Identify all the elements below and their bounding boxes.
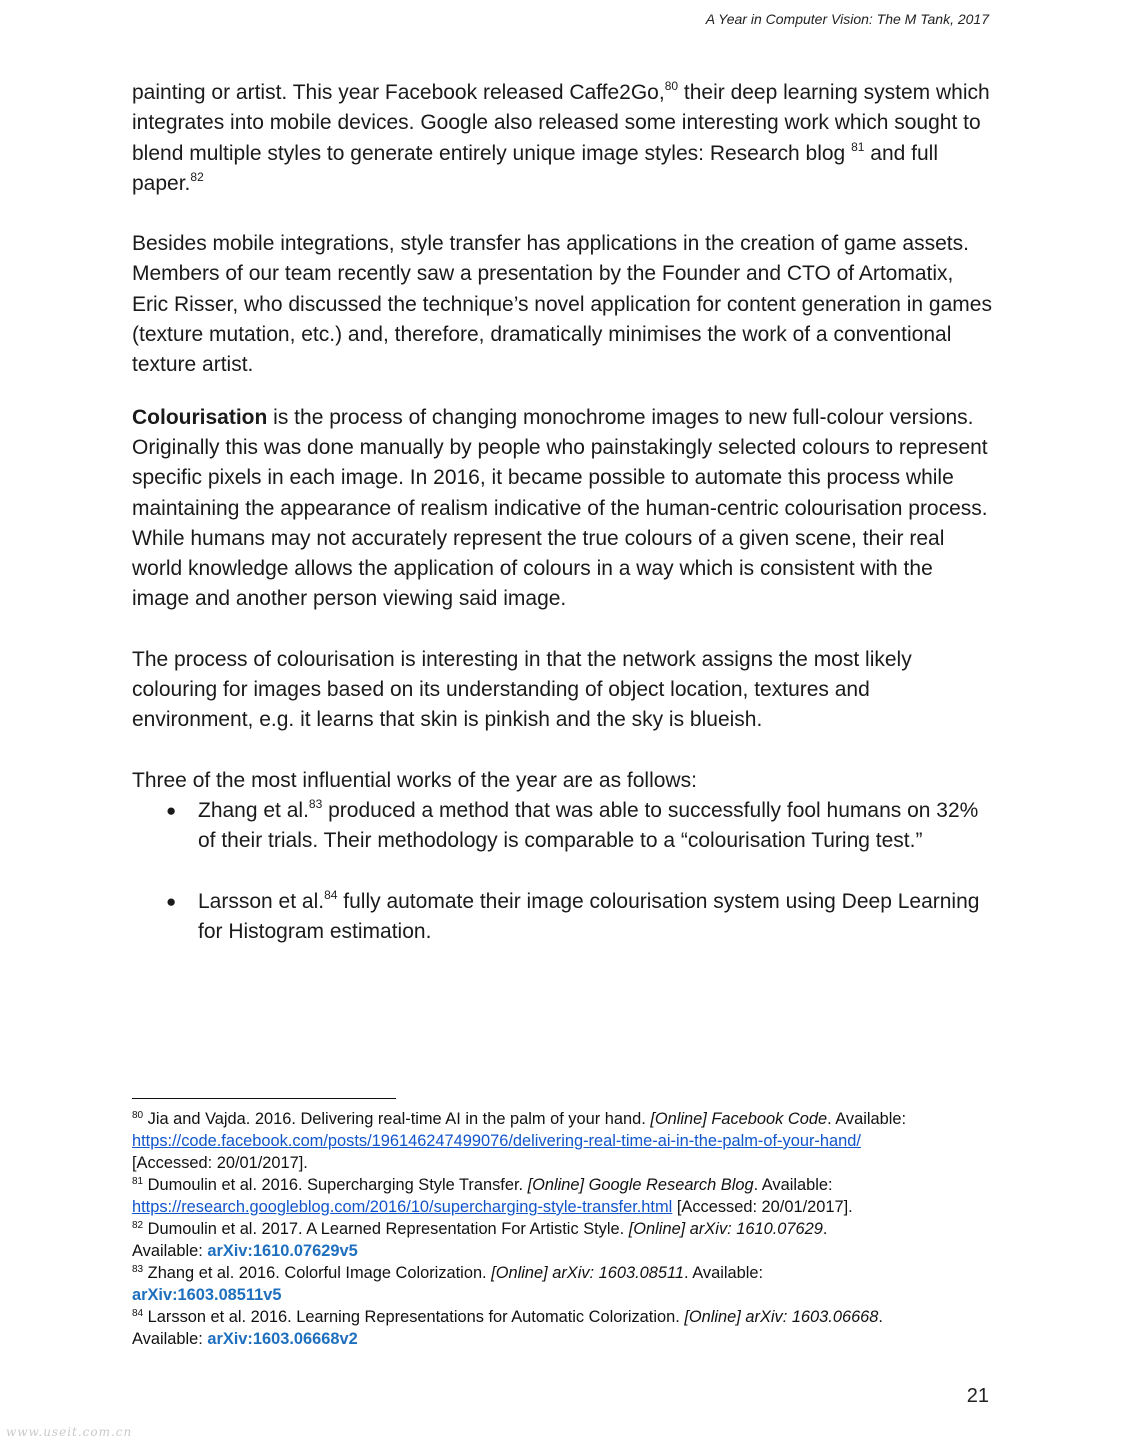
arxiv-link-83[interactable]: arXiv:1603.08511v5 (132, 1286, 282, 1304)
text-run: painting or artist. This year Facebook released Caffe2Go, (132, 81, 665, 104)
source-name: [Online] Facebook Code (650, 1110, 828, 1128)
text-run: Available: (132, 1330, 208, 1348)
text-run: . (878, 1308, 883, 1326)
footnote-ref-80[interactable]: 80 (664, 79, 679, 93)
footnote-82 (132, 1218, 992, 1262)
text-run: Larsson et al. (198, 889, 325, 913)
footnote-ref-84[interactable]: 84 (324, 887, 338, 902)
text-run: produced a method that was able to successfully fool humans on 32% of their trials. Their methodology is comparable to a “colourisation Turing test.” (198, 798, 979, 853)
text-run: . (822, 1220, 828, 1238)
text-run: Zhang et al. (198, 798, 309, 822)
bullet-icon: ● (166, 891, 177, 911)
arxiv-link-84[interactable]: arXiv:1603.06668v2 (207, 1330, 358, 1348)
text-run: fully automate their image colourisation system using Deep Learning for Histogram estimation. (198, 889, 980, 943)
footnote-number: 84 (132, 1308, 144, 1319)
accessed-date: [Accessed: 20/01/2017]. (132, 1154, 308, 1172)
text-run: . Available: (827, 1110, 907, 1128)
watermark: www.useit.com.cn (6, 1425, 133, 1439)
term-colourisation: Colourisation (132, 405, 268, 429)
source-name: [Online] Google Research Blog (527, 1176, 754, 1194)
footnote-number: 80 (132, 1110, 144, 1121)
text-run: is the process of changing monochrome images to new full-colour versions. Originally this was done manually by people who painstakingly selected colours to represent specific pixels in each image. In 2016, it became possible to automate this process while maintaining the appearance of realism indicative of the human-centric colourisation process. While humans may not accurately represent the true colours of a given scene, their real world knowledge allows the application of colours in a way which is consistent with the image and another person viewing said image. (132, 405, 988, 611)
footnote-84 (132, 1306, 992, 1350)
accessed-date: [Accessed: 20/01/2017]. (672, 1198, 853, 1216)
paragraph-style-transfer-apps (132, 78, 992, 199)
paragraph-game-assets: Besides mobile integrations, style transfer has applications in the creation of game assets. Members of our team recently saw a presentation by the Founder and CTO of Artomatix, Eric Risser, who discussed the technique’s novel application for content generation in games (texture mutation, etc.) and, therefore, dramatically minimises the work of a conventional texture artist. (132, 232, 992, 377)
footnote-ref-81[interactable]: 81 (851, 139, 865, 154)
text-run: Available: (132, 1242, 208, 1260)
footnote-link-81[interactable]: https://research.googleblog.com/2016/10/supercharging-style-transfer.html (132, 1198, 673, 1216)
list-item-zhang (132, 796, 992, 857)
text-run: Dumoulin et al. 2017. A Learned Representation For Artistic Style. (143, 1220, 629, 1238)
bullet-icon: ● (166, 800, 177, 820)
influential-works-list (132, 796, 992, 947)
text-run: Jia and Vajda. 2016. Delivering real-time AI in the palm of your hand. (143, 1110, 651, 1128)
running-header: A Year in Computer Vision: The M Tank, 2017 (705, 11, 989, 27)
footnote-number: 83 (132, 1264, 144, 1275)
text-run: their deep learning system which integrates into mobile devices. Google also released some interesting work which sought to blend multiple styles to generate entirely unique image styles: Research blog (132, 81, 990, 165)
footnote-ref-83[interactable]: 83 (308, 796, 323, 811)
text-run: Dumoulin et al. 2016. Supercharging Style Transfer. (143, 1176, 528, 1194)
footnote-81 (132, 1174, 992, 1218)
source-name: [Online] arXiv: 1603.08511 (491, 1264, 685, 1282)
footnote-link-80[interactable]: https://code.facebook.com/posts/196146247499076/delivering-real-time-ai-in-the-palm-of-your-hand/ (132, 1132, 861, 1150)
arxiv-link-82[interactable]: arXiv:1610.07629v5 (207, 1242, 358, 1260)
page-body (132, 78, 992, 947)
text-run: and full paper. (132, 141, 938, 195)
footnote-80 (132, 1108, 992, 1174)
footnote-ref-82[interactable]: 82 (190, 169, 204, 184)
footnote-83 (132, 1262, 992, 1306)
text-run: Larsson et al. 2016. Learning Representations for Automatic Colorization. (143, 1308, 685, 1326)
footnote-number: 81 (132, 1176, 144, 1187)
source-name: [Online] arXiv: 1610.07629 (628, 1220, 823, 1238)
footnote-number: 82 (132, 1220, 144, 1231)
text-run: . Available: (753, 1176, 833, 1194)
text-run: . Available: (684, 1264, 764, 1282)
footnotes (132, 1108, 992, 1350)
paragraph-influential-works: Three of the most influential works of the year are as follows: (132, 768, 697, 792)
footnote-divider (132, 1098, 396, 1099)
paragraph-colourisation-process: The process of colourisation is interesting in that the network assigns the most likely colouring for images based on its understanding of object location, textures and environment, e.g. it learns that skin is pinkish and the sky is blueish. (132, 647, 912, 732)
text-run: Zhang et al. 2016. Colorful Image Colorization. (143, 1264, 492, 1282)
page-number: 21 (966, 1385, 989, 1407)
source-name: [Online] arXiv: 1603.06668 (684, 1308, 879, 1326)
paragraph-colourisation-intro (132, 403, 992, 615)
list-item-larsson (132, 887, 992, 948)
